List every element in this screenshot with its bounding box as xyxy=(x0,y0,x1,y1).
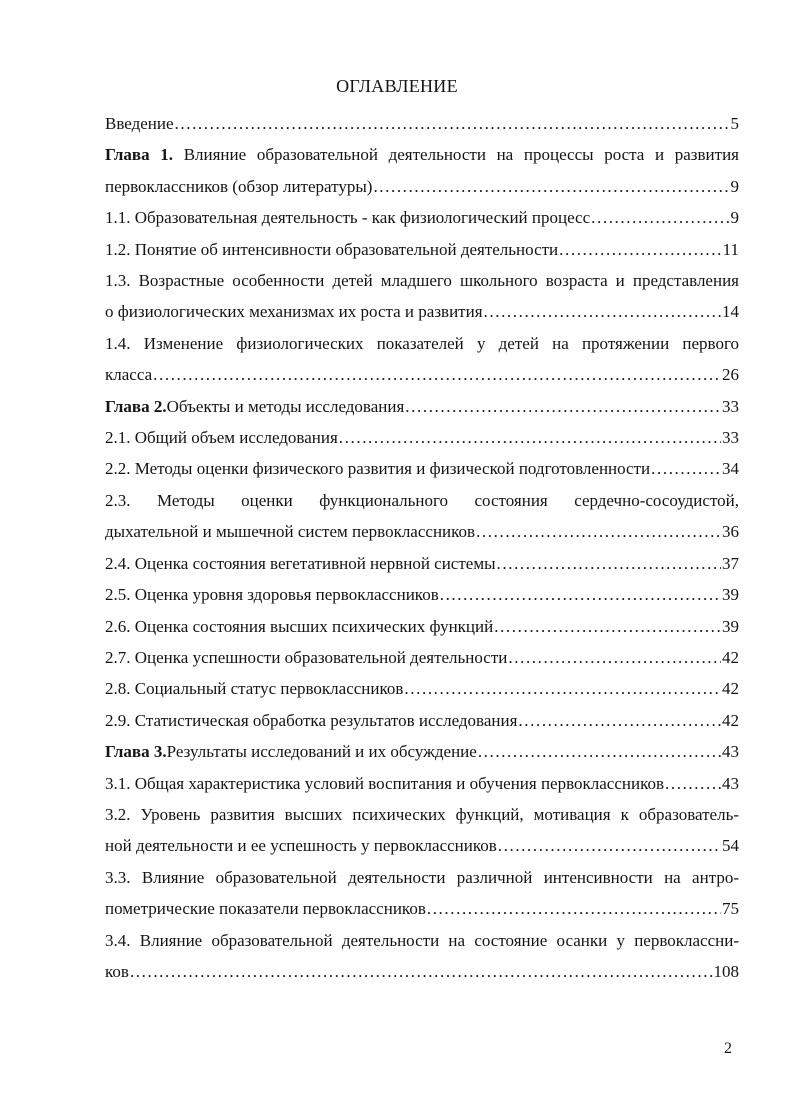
toc-leader-dots xyxy=(497,548,721,579)
toc-entry-page: 34 xyxy=(722,459,739,479)
toc-entry xyxy=(105,234,739,265)
toc-leader-dots xyxy=(478,736,721,767)
toc-entry-line xyxy=(105,830,739,861)
toc-entry-label: Глава 1. xyxy=(105,145,174,165)
toc-entry-text: 2.2. Методы оценки физического развития и физической подготовленности xyxy=(105,459,651,479)
toc-entry xyxy=(105,768,739,799)
toc-entry-text: 3.2. Уровень развития высших психических функций, мотивация к образователь- xyxy=(105,804,739,824)
toc-entry-line xyxy=(105,265,739,296)
toc-entry-text: 2.4. Оценка состояния вегетативной нервной системы xyxy=(105,553,496,573)
toc-entry-text: 2.1. Общий объем исследования xyxy=(105,428,338,448)
toc-leader-dots xyxy=(651,453,721,484)
toc-entry-text: 1.3. Возрастные особенности детей младшего школьного возраста и представления xyxy=(105,271,739,291)
toc-entry-text: 2.9. Статистическая обработка результатов исследования xyxy=(105,710,518,730)
toc-entry-text: Результаты исследований и их обсуждение xyxy=(166,742,477,762)
toc-entry-line xyxy=(105,925,739,956)
toc-entry xyxy=(105,202,739,233)
toc-leader-dots xyxy=(405,391,721,422)
toc-entry-text: 2.8. Социальный статус первоклассников xyxy=(105,679,404,699)
toc-entry xyxy=(105,485,739,548)
toc-leader-dots xyxy=(518,705,721,736)
toc-entry xyxy=(105,453,739,484)
toc-entry-text: 2.5. Оценка уровня здоровья первоклассников xyxy=(105,585,439,605)
toc-entry-line xyxy=(105,862,739,893)
toc-entry-page: 33 xyxy=(722,396,739,416)
toc-entry xyxy=(105,579,739,610)
toc-entry-page: 43 xyxy=(722,742,739,762)
toc-entry-line xyxy=(105,296,739,327)
toc-entry-text: 2.7. Оценка успешности образовательной деятельности xyxy=(105,647,508,667)
toc-leader-dots xyxy=(484,296,721,327)
toc-leader-dots xyxy=(404,673,721,704)
toc-entry-page: 75 xyxy=(722,899,739,919)
toc-entry xyxy=(105,328,739,391)
toc-entry-line xyxy=(105,893,739,924)
toc-entry-line xyxy=(105,108,739,139)
toc-entry-page: 26 xyxy=(722,365,739,385)
toc-entry-line xyxy=(105,548,739,579)
toc-entry-text: Введение xyxy=(105,114,174,133)
toc-leader-dots xyxy=(130,956,713,987)
toc-entry-label: Глава 2. xyxy=(105,396,167,416)
toc-leader-dots xyxy=(175,108,730,139)
toc-leader-dots xyxy=(494,611,721,642)
toc-entry-text: 1.2. Понятие об интенсивности образовательной деятельности xyxy=(105,239,559,259)
toc-entry-page: 42 xyxy=(722,679,739,699)
toc-leader-dots xyxy=(665,768,721,799)
toc-entry xyxy=(105,391,739,422)
toc-entry-line xyxy=(105,579,739,610)
toc-entry-text: 2.3. Методы оценки функционального состояния сердечно-сосоудистой, xyxy=(105,490,739,510)
toc-entry-text: дыхательной и мышечной систем первоклассников xyxy=(105,522,476,542)
toc-entry xyxy=(105,642,739,673)
toc-entry-line xyxy=(105,642,739,673)
page-number: 2 xyxy=(724,1040,732,1057)
toc-entry-line xyxy=(105,453,739,484)
toc-entry xyxy=(105,862,739,925)
toc-leader-dots xyxy=(440,579,721,610)
toc-entry-page: 43 xyxy=(722,773,739,793)
toc-entry-line xyxy=(105,611,739,642)
toc-entry-line xyxy=(105,956,739,987)
toc-entry-line xyxy=(105,139,739,170)
toc-entry xyxy=(105,422,739,453)
toc-entry-line xyxy=(105,391,739,422)
toc-entry xyxy=(105,108,739,139)
toc-entry xyxy=(105,139,739,202)
toc-entry xyxy=(105,799,739,862)
toc-entry-page: 5 xyxy=(730,114,739,133)
toc-entry-line xyxy=(105,359,739,390)
toc-entry-line xyxy=(105,422,739,453)
toc-entry xyxy=(105,673,739,704)
toc-entry-text: Объекты и методы исследования xyxy=(166,396,405,416)
toc-leader-dots xyxy=(559,234,721,265)
toc-entry xyxy=(105,611,739,642)
toc-entry-line xyxy=(105,171,739,202)
toc-entry-text: пометрические показатели первоклассников xyxy=(105,899,426,919)
toc-entry-text: первоклассников (обзор литературы) xyxy=(105,176,373,196)
toc-entry-line xyxy=(105,202,739,233)
toc-entry-line xyxy=(105,673,739,704)
toc-entry xyxy=(105,925,739,988)
toc-entry-line xyxy=(105,516,739,547)
toc-entry-text: 3.3. Влияние образовательной деятельности различной интенсивности на антро- xyxy=(105,867,739,887)
toc-entry-label: Глава 3. xyxy=(105,742,167,762)
toc-entry-text: 2.6. Оценка состояния высших психических функций xyxy=(105,616,494,636)
toc-leader-dots xyxy=(373,171,729,202)
toc-leader-dots xyxy=(427,893,721,924)
toc-leader-dots xyxy=(498,830,721,861)
toc-entry-page: 39 xyxy=(722,616,739,636)
toc-entry-line xyxy=(105,485,739,516)
toc-entry xyxy=(105,736,739,767)
toc-entry-page: 9 xyxy=(730,176,739,196)
toc-entry-line xyxy=(105,705,739,736)
toc-entry-page: 33 xyxy=(722,428,739,448)
toc-entry-text: 3.4. Влияние образовательной деятельности на состояние осанки у первоклассни- xyxy=(105,930,739,950)
toc-entry-page: 54 xyxy=(722,836,739,856)
toc-entry-line xyxy=(105,736,739,767)
toc-entry-page: 14 xyxy=(722,302,739,322)
toc-entry-line xyxy=(105,328,739,359)
toc-entry-text: 3.1. Общая характеристика условий воспитания и обучения первоклассников xyxy=(105,773,665,793)
toc-entry-text: 1.4. Изменение физиологических показателей у детей на протяжении первого xyxy=(105,333,739,353)
toc-entry-page: 108 xyxy=(713,961,739,981)
toc-title: ОГЛАВЛЕНИЕ xyxy=(336,76,458,96)
toc-entry-page: 9 xyxy=(730,208,739,228)
toc-entry-line xyxy=(105,768,739,799)
toc-entry-line xyxy=(105,799,739,830)
toc-entry xyxy=(105,705,739,736)
toc-entry-page: 37 xyxy=(722,553,739,573)
toc-entry-page: 36 xyxy=(722,522,739,542)
toc-leader-dots xyxy=(476,516,721,547)
toc-entry-text: Влияние образовательной деятельности на процессы роста и развития xyxy=(183,145,739,165)
toc-leader-dots xyxy=(591,202,729,233)
table-of-contents xyxy=(105,108,739,987)
toc-entry-page: 42 xyxy=(722,710,739,730)
toc-entry-page: 39 xyxy=(722,585,739,605)
toc-entry-text: класса xyxy=(105,365,153,385)
toc-entry-text: ной деятельности и ее успешность у первоклассников xyxy=(105,836,497,856)
toc-entry-text: ков xyxy=(105,961,129,981)
toc-entry-text: о физиологических механизмах их роста и развития xyxy=(105,302,483,322)
toc-entry xyxy=(105,548,739,579)
toc-entry-line xyxy=(105,234,739,265)
toc-entry-text: 1.1. Образовательная деятельность - как физиологический процесс xyxy=(105,208,591,228)
toc-leader-dots xyxy=(339,422,721,453)
toc-entry-page: 11 xyxy=(722,239,739,259)
toc-entry-page: 42 xyxy=(722,647,739,667)
toc-entry xyxy=(105,265,739,328)
toc-leader-dots xyxy=(508,642,721,673)
toc-leader-dots xyxy=(153,359,721,390)
